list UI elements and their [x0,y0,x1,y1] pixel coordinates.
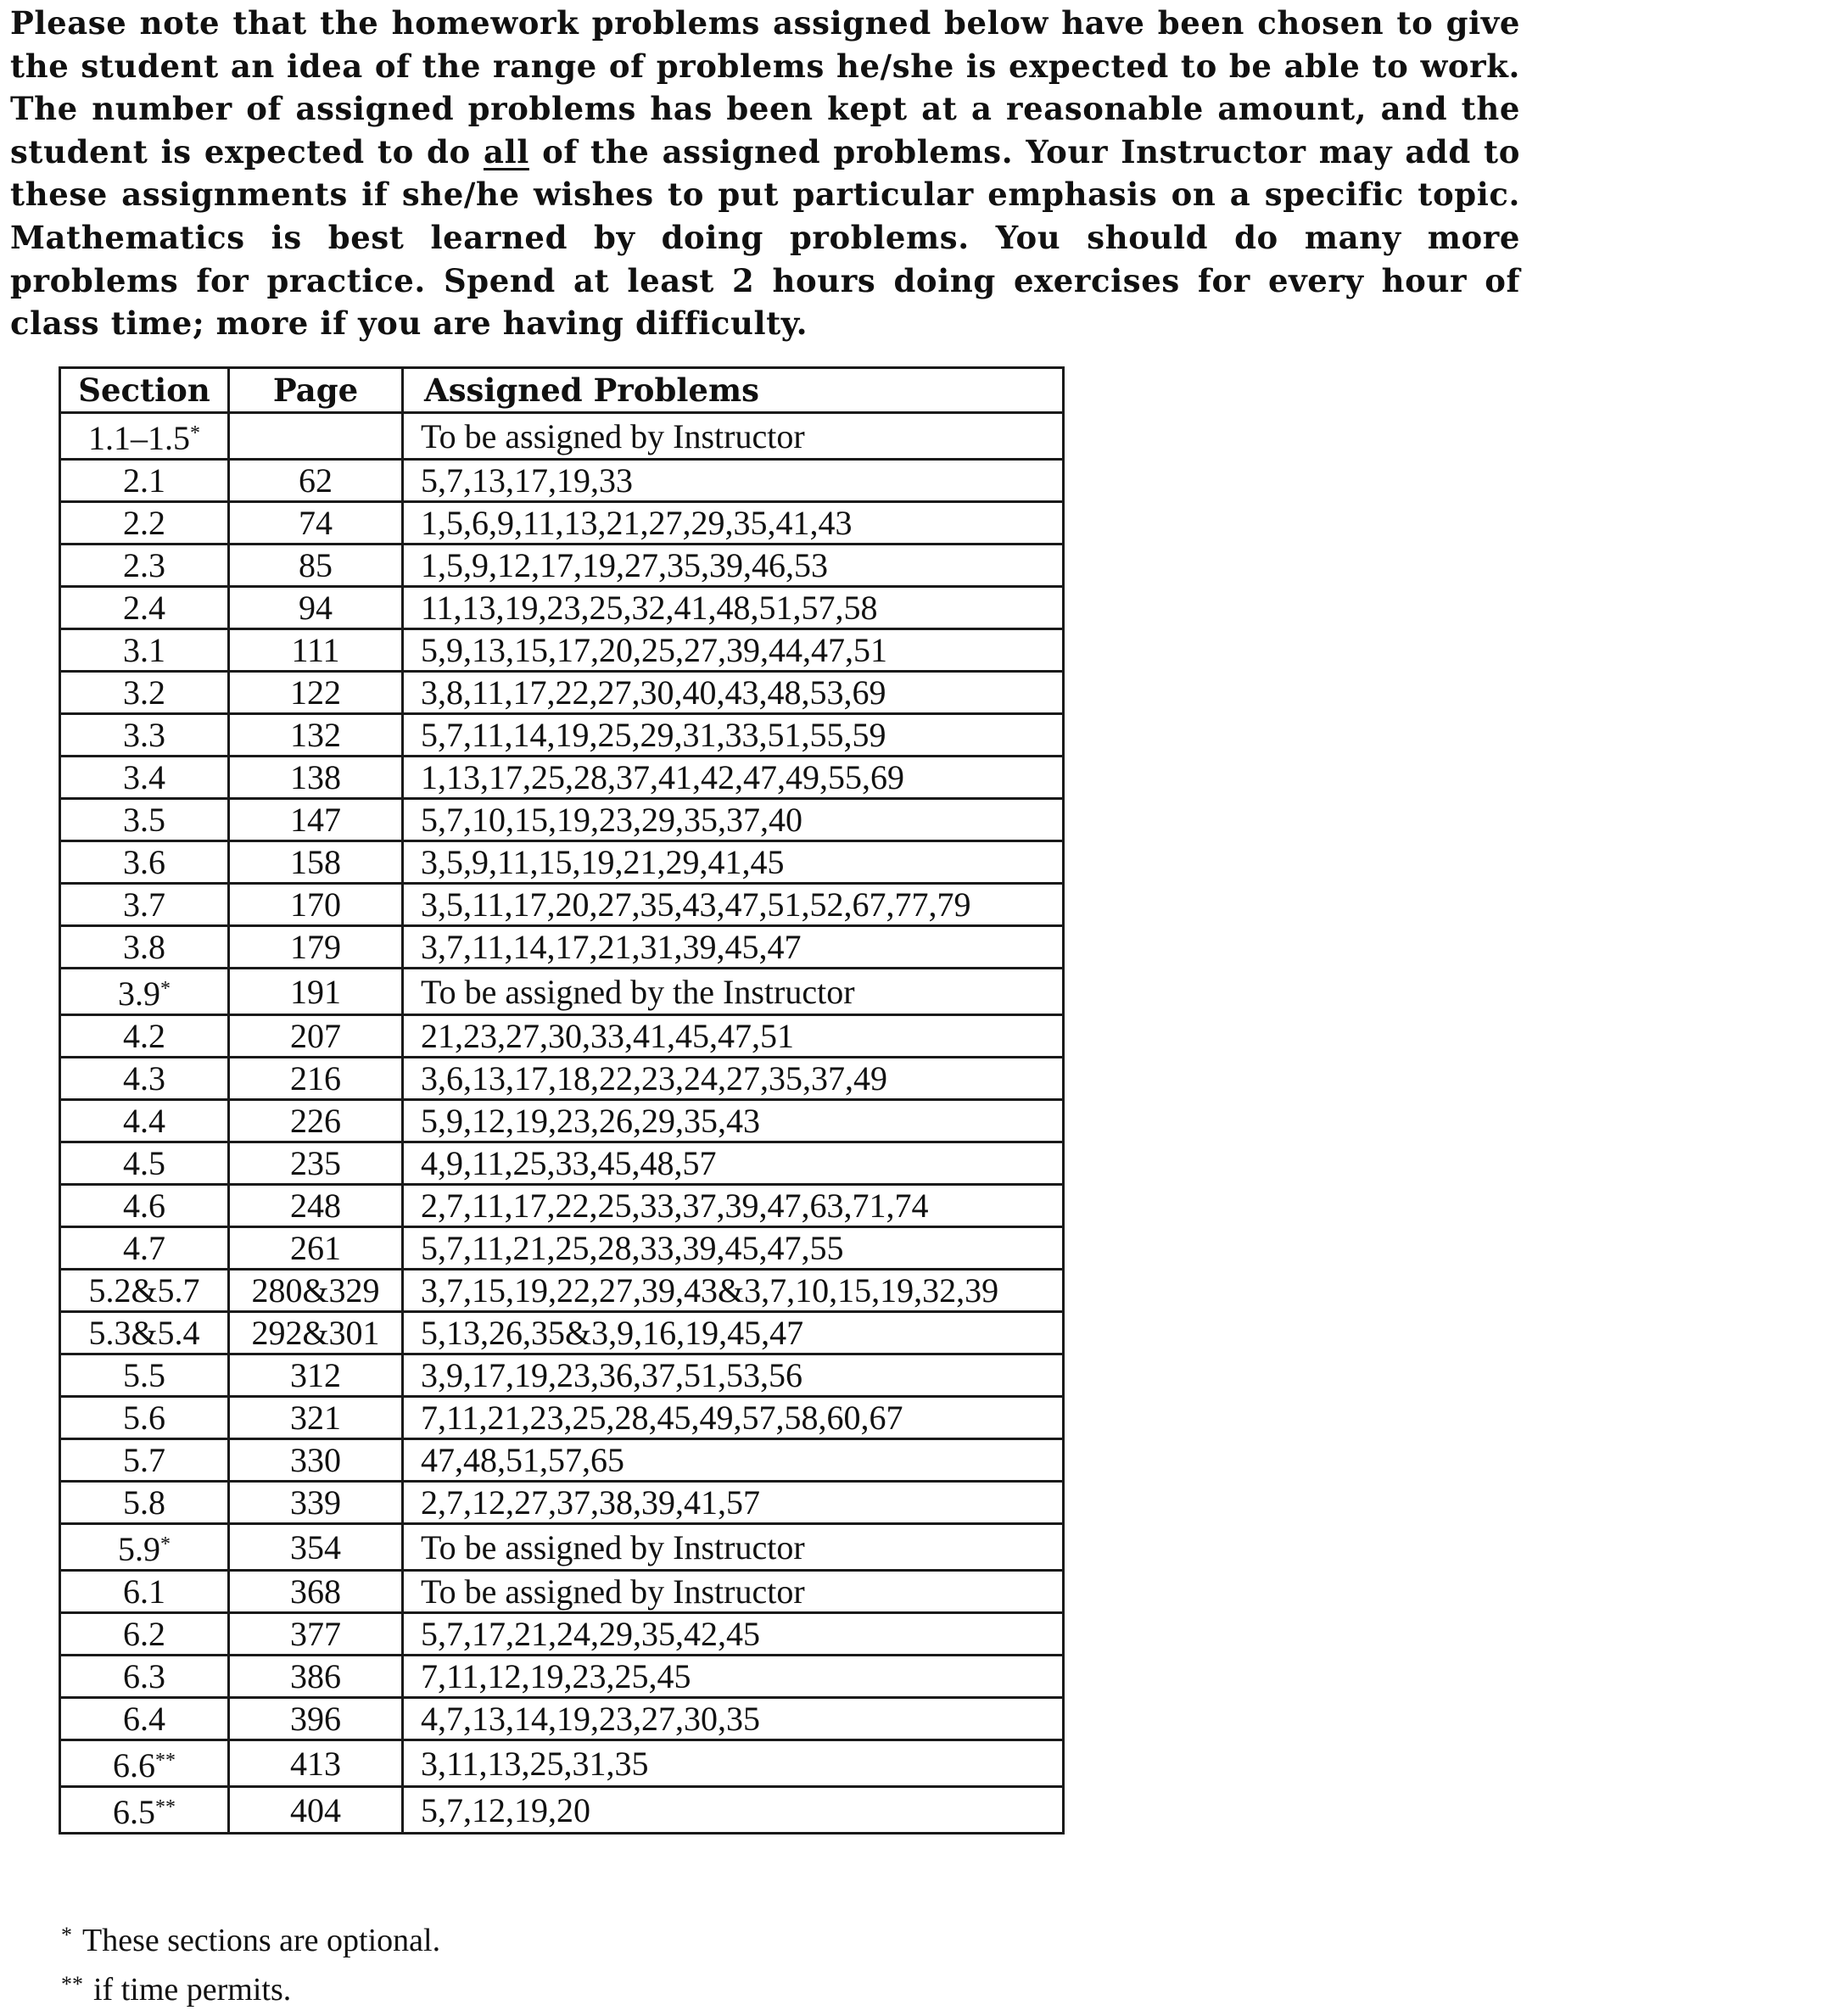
cell-problems: 1,13,17,25,28,37,41,42,47,49,55,69 [403,757,1064,799]
cell-problems: 3,5,9,11,15,19,21,29,41,45 [403,841,1064,884]
section-number: 5.8 [123,1483,165,1522]
cell-page: 312 [229,1354,403,1397]
section-number: 6.2 [123,1615,165,1653]
table-row [60,841,1064,884]
cell-section [60,799,229,841]
cell-problems: 2,7,11,17,22,25,33,37,39,47,63,71,74 [403,1185,1064,1227]
table-row [60,1613,1064,1656]
cell-page: 354 [229,1524,403,1571]
cell-problems: To be assigned by Instructor [403,413,1064,460]
cell-problems: 5,7,10,15,19,23,29,35,37,40 [403,799,1064,841]
cell-page: 74 [229,502,403,544]
cell-problems: 3,5,11,17,20,27,35,43,47,51,52,67,77,79 [403,884,1064,926]
cell-section [60,1270,229,1312]
table-row [60,1787,1064,1834]
cell-problems: 4,9,11,25,33,45,48,57 [403,1142,1064,1185]
cell-section [60,502,229,544]
cell-section [60,1740,229,1787]
section-number: 3.5 [123,801,165,839]
table-row [60,1482,1064,1524]
table-row [60,587,1064,629]
section-number: 2.2 [123,504,165,542]
cell-problems: 3,6,13,17,18,22,23,24,27,35,37,49 [403,1058,1064,1100]
cell-section [60,1698,229,1740]
table-row [60,1227,1064,1270]
section-number: 3.4 [123,758,165,796]
cell-section [60,969,229,1015]
table-row [60,1439,1064,1482]
section-mark: * [190,422,200,444]
cell-section [60,1787,229,1834]
cell-problems: 3,8,11,17,22,27,30,40,43,48,53,69 [403,672,1064,714]
cell-section [60,1613,229,1656]
footnote-text: These sections are optional. [82,1923,441,1958]
section-number: 5.5 [123,1356,165,1394]
cell-problems: 47,48,51,57,65 [403,1439,1064,1482]
cell-section [60,672,229,714]
table-row [60,1015,1064,1058]
cell-page: 339 [229,1482,403,1524]
table-row [60,413,1064,460]
cell-section [60,1656,229,1698]
section-number: 4.2 [123,1017,165,1055]
section-mark: ** [155,1796,176,1818]
cell-page: 132 [229,714,403,757]
cell-section [60,1185,229,1227]
cell-page: 147 [229,799,403,841]
cell-page: 191 [229,969,403,1015]
section-number: 5.2&5.7 [88,1271,200,1310]
cell-page: 377 [229,1613,403,1656]
table-row [60,969,1064,1015]
cell-problems: 7,11,21,23,25,28,45,49,57,58,60,67 [403,1397,1064,1439]
table-row [60,502,1064,544]
cell-page: 85 [229,544,403,587]
cell-section [60,1142,229,1185]
cell-page: 94 [229,587,403,629]
cell-section [60,1015,229,1058]
table-row [60,1524,1064,1571]
cell-problems: 5,9,12,19,23,26,29,35,43 [403,1100,1064,1142]
cell-section [60,1100,229,1142]
cell-problems: 5,7,13,17,19,33 [403,460,1064,502]
cell-page: 292&301 [229,1312,403,1354]
intro-text-part2: of the assigned problems. Your Instructor may add to these assignments if she/he wishes to put particular emphasis on a specific topic. Mathematics is best learned by doing problems. You should do many more problems for practice. Spend at least 2 hours doing exercises for every hour of class time; more if you are having difficulty. [10,132,1521,343]
table-header-row [60,368,1064,413]
cell-section [60,629,229,672]
table-row [60,884,1064,926]
cell-problems: 2,7,12,27,37,38,39,41,57 [403,1482,1064,1524]
cell-problems: 1,5,9,12,17,19,27,35,39,46,53 [403,544,1064,587]
intro-text-part1: Please note that the homework problems assigned below have been chosen to give the student an idea of the range of problems he/she is expected to be able to work. The number of assigned problems has been kept at a reasonable amount, and the student is expected to do [10,4,1520,170]
section-number: 2.3 [123,546,165,584]
cell-problems: To be assigned by Instructor [403,1524,1064,1571]
footnote-text: if time permits. [93,1972,292,2008]
section-number: 3.8 [123,928,165,966]
cell-problems: To be assigned by the Instructor [403,969,1064,1015]
cell-section [60,841,229,884]
section-mark: ** [155,1750,176,1772]
cell-page: 235 [229,1142,403,1185]
cell-page: 179 [229,926,403,969]
section-number: 3.1 [123,631,165,669]
cell-page: 111 [229,629,403,672]
cell-page: 321 [229,1397,403,1439]
cell-page: 62 [229,460,403,502]
footnote-time-permits [61,1963,440,2012]
section-number: 1.1–1.5 [88,419,190,457]
cell-page: 261 [229,1227,403,1270]
cell-problems: 7,11,12,19,23,25,45 [403,1656,1064,1698]
section-number: 2.4 [123,589,165,627]
section-number: 5.9 [118,1530,160,1568]
footnote-mark: * [61,1923,72,1947]
cell-section [60,1227,229,1270]
cell-problems: 11,13,19,23,25,32,41,48,51,57,58 [403,587,1064,629]
cell-section [60,1482,229,1524]
section-number: 3.3 [123,716,165,754]
cell-page: 207 [229,1015,403,1058]
cell-problems: 21,23,27,30,33,41,45,47,51 [403,1015,1064,1058]
cell-problems: 3,7,11,14,17,21,31,39,45,47 [403,926,1064,969]
section-number: 4.3 [123,1059,165,1097]
cell-section [60,1524,229,1571]
section-number: 3.7 [123,885,165,924]
cell-section [60,544,229,587]
section-number: 3.6 [123,843,165,881]
table-row [60,926,1064,969]
cell-problems: 1,5,6,9,11,13,21,27,29,35,41,43 [403,502,1064,544]
cell-problems: 4,7,13,14,19,23,27,30,35 [403,1698,1064,1740]
cell-section [60,1397,229,1439]
cell-section [60,926,229,969]
cell-section [60,757,229,799]
section-number: 5.7 [123,1441,165,1479]
section-number: 6.4 [123,1700,165,1738]
table-row [60,1185,1064,1227]
footnotes [61,1913,440,2012]
cell-page: 396 [229,1698,403,1740]
header-page: Page [229,368,403,413]
section-number: 2.1 [123,461,165,500]
header-section: Section [60,368,229,413]
section-number: 6.6 [113,1746,155,1784]
cell-problems: To be assigned by Instructor [403,1571,1064,1613]
section-number: 5.6 [123,1399,165,1437]
footnote-mark: ** [61,1972,83,1996]
cell-page: 386 [229,1656,403,1698]
cell-problems: 5,9,13,15,17,20,25,27,39,44,47,51 [403,629,1064,672]
cell-section [60,884,229,926]
cell-page: 216 [229,1058,403,1100]
cell-page: 158 [229,841,403,884]
table-row [60,1656,1064,1698]
cell-page: 368 [229,1571,403,1613]
section-number: 5.3&5.4 [88,1314,200,1352]
cell-page: 330 [229,1439,403,1482]
cell-problems: 3,11,13,25,31,35 [403,1740,1064,1787]
table-row [60,1312,1064,1354]
table-row [60,1270,1064,1312]
table-row [60,1571,1064,1613]
section-number: 3.2 [123,673,165,712]
cell-page: 413 [229,1740,403,1787]
section-number: 4.4 [123,1102,165,1140]
table-row [60,799,1064,841]
table-row [60,1740,1064,1787]
section-number: 6.3 [123,1657,165,1695]
cell-page: 170 [229,884,403,926]
table-row [60,544,1064,587]
cell-problems: 5,13,26,35&3,9,16,19,45,47 [403,1312,1064,1354]
cell-section [60,1439,229,1482]
section-number: 4.6 [123,1187,165,1225]
cell-page: 122 [229,672,403,714]
cell-page: 138 [229,757,403,799]
cell-problems: 5,7,12,19,20 [403,1787,1064,1834]
table-row [60,714,1064,757]
homework-table [59,366,1065,1835]
cell-problems: 5,7,11,21,25,28,33,39,45,47,55 [403,1227,1064,1270]
cell-section [60,1058,229,1100]
table-body [60,413,1064,1834]
cell-section [60,1571,229,1613]
cell-page: 280&329 [229,1270,403,1312]
cell-section [60,1354,229,1397]
header-assigned-problems: Assigned Problems [403,368,1064,413]
cell-problems: 3,7,15,19,22,27,39,43&3,7,10,15,19,32,39 [403,1270,1064,1312]
cell-problems: 5,7,11,14,19,25,29,31,33,51,55,59 [403,714,1064,757]
cell-section [60,714,229,757]
table-row [60,629,1064,672]
section-number: 3.9 [118,974,160,1013]
section-number: 4.5 [123,1144,165,1182]
cell-section [60,413,229,460]
cell-page: 248 [229,1185,403,1227]
section-number: 6.1 [123,1572,165,1611]
section-number: 6.5 [113,1793,155,1831]
table-row [60,460,1064,502]
intro-emphasis: all [484,132,529,170]
cell-section [60,587,229,629]
table-row [60,1100,1064,1142]
cell-page: 404 [229,1787,403,1834]
table-row [60,1698,1064,1740]
cell-section [60,460,229,502]
table-row [60,1354,1064,1397]
section-mark: * [160,1533,171,1555]
cell-problems: 5,7,17,21,24,29,35,42,45 [403,1613,1064,1656]
section-number: 4.7 [123,1229,165,1267]
table-row [60,1397,1064,1439]
footnote-optional [61,1913,440,1963]
table-row [60,1058,1064,1100]
cell-section [60,1312,229,1354]
table-row [60,757,1064,799]
table-row [60,1142,1064,1185]
cell-problems: 3,9,17,19,23,36,37,51,53,56 [403,1354,1064,1397]
intro-paragraph [10,2,1520,345]
cell-page: 226 [229,1100,403,1142]
cell-page [229,413,403,460]
section-mark: * [160,978,171,1000]
table-row [60,672,1064,714]
